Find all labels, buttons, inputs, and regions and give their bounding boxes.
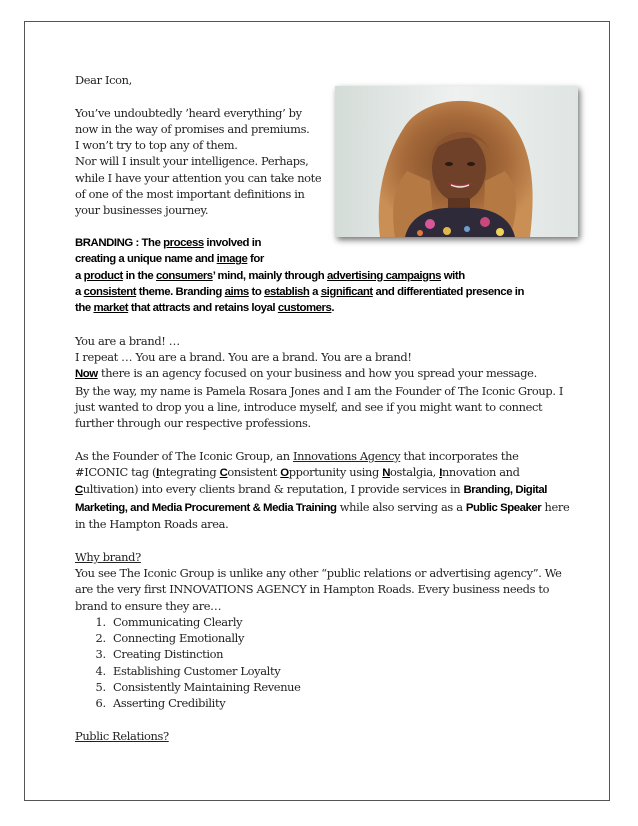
intro-line: You’ve undoubtedly ’heard everything’ by	[75, 105, 302, 120]
brand-line: I repeat … You are a brand. You are a brand. You are a brand!	[75, 350, 412, 365]
intro-paragraph	[75, 105, 325, 219]
intro-line: your businesses journey.	[75, 203, 209, 218]
intro-line: Nor will I insult your intelligence. Perhaps,	[75, 154, 309, 169]
brand-reasons-list	[75, 614, 570, 712]
list-item: 6. Asserting Credibility	[109, 695, 570, 711]
list-item: 3. Creating Distinction	[109, 646, 570, 662]
founder-paragraph: As the Founder of The Iconic Group, an Innovations Agency that incorporates the #ICONIC tag (Integrating Consistent Opportunity using Nostalgia, Innovation and Cultivation) into every clients brand & reputation, I provide services in Branding, Digital Marketing, and Media Procurement & Media Training while also serving as a Public Speaker here in the Hampton Roads area.	[75, 448, 570, 532]
word-image: image	[216, 253, 248, 266]
why-brand-paragraph: You see The Iconic Group is unlike any other “public relations or advertising agency”. We are the very first INNOVATIONS AGENCY in Hampton Roads. Every business needs to brand to ensure they are…	[75, 565, 562, 613]
word-process: process	[163, 236, 204, 249]
brand-paragraph: You are a brand! … I repeat … You are a brand. You are a brand. You are a brand! Now there is an agency focused on your business and how you spread your message. By the way, my name is Pamela Rosara Jones and I am the Founder of The Iconic Group. I just wanted to drop you a line, introduce myself, and see if you might want to connect further through our respective professions.	[75, 333, 570, 432]
word-market: market	[93, 302, 129, 315]
word-customers: customers	[277, 302, 332, 315]
letter-body	[75, 72, 570, 744]
branding-definition: BRANDING : The process involved in creating a unique name and image for a product in the consumers’ mind, mainly through advertising campaigns with a consistent theme. Branding aims to establish a significant and differentiated presence in the market that attracts and retains loyal customers.	[75, 236, 525, 315]
now-word: Now	[75, 368, 98, 381]
public-relations-heading: Public Relations?	[75, 728, 169, 743]
list-item: 2. Connecting Emotionally	[109, 630, 570, 646]
word-consumers: consumers	[155, 269, 213, 282]
word-consistent: consistent	[83, 285, 137, 298]
word-product: product	[83, 269, 123, 282]
brand-line: You are a brand! …	[75, 333, 180, 348]
list-item: 1. Communicating Clearly	[109, 614, 570, 630]
intro-line: of one of the most important definitions in	[75, 187, 305, 202]
word-aims: aims	[224, 285, 249, 298]
list-item: 4. Establishing Customer Loyalty	[109, 663, 570, 679]
innovations-agency-link[interactable]: Innovations Agency	[292, 448, 401, 463]
introduction-line: By the way, my name is Pamela Rosara Jones and I am the Founder of The Iconic Group. I just wanted to drop you a line, introduce myself, and see if you might want to connect further through our respective professions.	[75, 383, 564, 431]
services-list: Branding, Digital Marketing, and Media Procurement & Media Training	[75, 484, 547, 514]
list-item: 5. Consistently Maintaining Revenue	[109, 679, 570, 695]
intro-line: now in the way of promises and premiums.	[75, 121, 310, 136]
intro-line: I won’t try to top any of them.	[75, 138, 238, 153]
greeting: Dear Icon,	[75, 73, 132, 87]
why-brand-heading: Why brand?	[75, 549, 141, 564]
word-advertising-campaigns: advertising campaigns	[327, 269, 442, 282]
intro-line: while I have your attention you can take note	[75, 170, 322, 185]
public-speaker: Public Speaker	[465, 501, 542, 514]
word-significant: significant	[320, 285, 373, 298]
word-establish: establish	[264, 285, 310, 298]
